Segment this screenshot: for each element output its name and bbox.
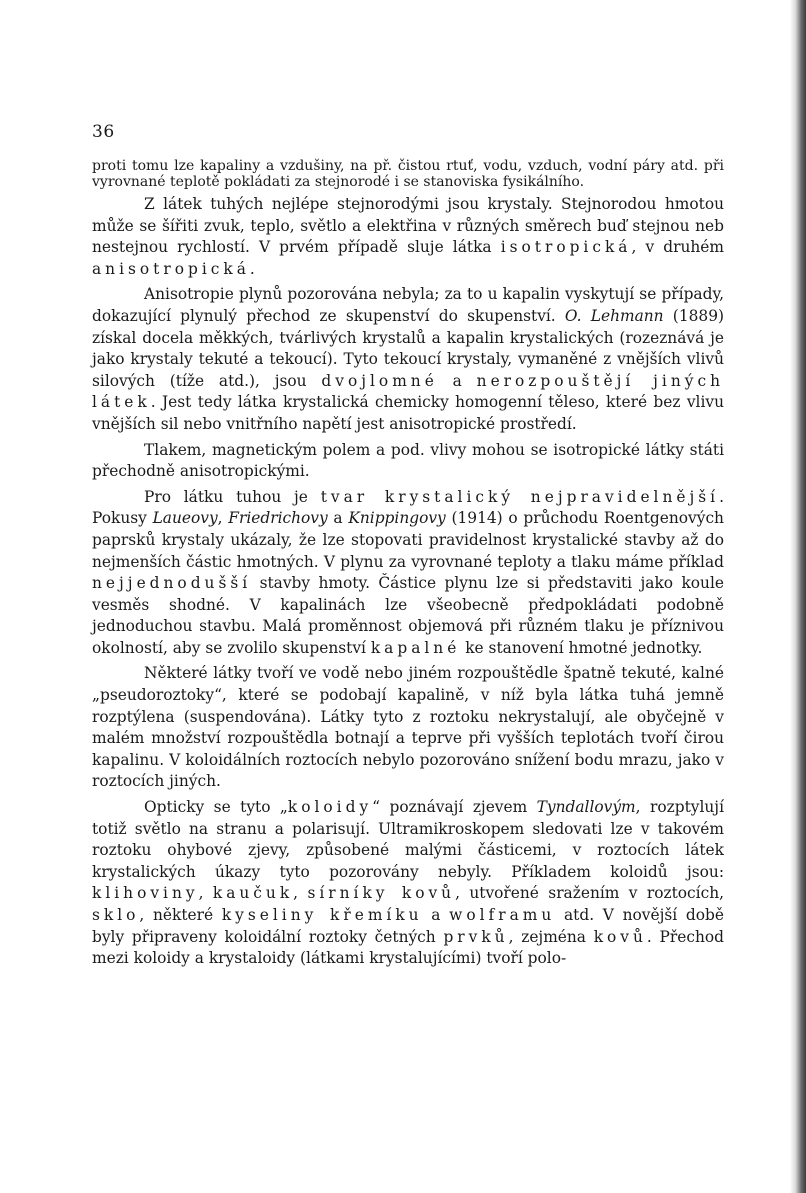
italic-name: Tyndallovým bbox=[536, 798, 636, 817]
text-run: proti tomu lze kapaliny a vzdušiny, na př. čistou rtuť, vodu, vzduch, vodní páry atd. při vyrovnané teplotě pokládati za stejnorodé i se stanoviska fysikálního. bbox=[92, 158, 724, 190]
spaced-emphasis: sírníky kovů bbox=[307, 884, 456, 903]
paragraph-2 bbox=[92, 194, 724, 280]
spaced-emphasis: kovů bbox=[593, 927, 647, 946]
text-run: a bbox=[437, 371, 477, 390]
text-run: Některé látky tvoří ve vodě nebo jiném rozpouštědle špatně tekuté, kalné „pseudoroztoky“, které se podobají kapalině, v níž byla látka tuhá jemně rozptýlena (suspendována). Látky tyto z roztoku nekrystalují, ale obyčejně v malém množství rozpouštědla botnají a teprve při vyšších teplotách tvoří čirou kapalinu. V koloidálních roztocích nebylo pozorováno snížení bodu mrazu, jako v roztocích jiných. bbox=[92, 664, 724, 791]
spaced-emphasis: kyseliny křemíku bbox=[221, 906, 423, 924]
spaced-emphasis: prvků bbox=[443, 927, 509, 946]
page-number: 36 bbox=[92, 122, 115, 142]
spaced-emphasis: koloidy bbox=[287, 798, 373, 817]
text-run: . Jest tedy látka krystalická chemicky homogenní těleso, které bez vlivu vnějších sil nebo vnitřního napětí jest anisotropické prostředí. bbox=[92, 393, 724, 433]
paragraph-1 bbox=[92, 158, 724, 190]
text-run: a bbox=[422, 906, 450, 924]
text-run: , bbox=[293, 884, 308, 903]
text-run: stavby hmoty. Částice plynu lze si představiti jako koule vesměs shodné. V kapalinách lze všeobecně předpokládati podobně jednoduchou stavbu. Malá proměnnost objemová při různém tlaku je příznivou okolností, aby se zvolilo skupenství bbox=[92, 574, 724, 657]
text-run: Pro látku tuhou je bbox=[144, 487, 321, 506]
spaced-emphasis: kapalné bbox=[370, 638, 461, 657]
text-run: . bbox=[249, 259, 255, 278]
text-run: a bbox=[327, 509, 349, 528]
paragraph-6 bbox=[92, 663, 724, 793]
paragraph-4 bbox=[92, 440, 724, 483]
text-run: Anisotropie plynů pozorována nebyla; za to u kapalin vyskytují se případy, dokazující plynulý přechod ze skupenství do skupenství. bbox=[92, 285, 724, 325]
paragraph-7 bbox=[92, 797, 724, 970]
text-run: ke stanovení hmotné jednotky. bbox=[460, 638, 703, 657]
text-run: , bbox=[198, 884, 213, 903]
text-run: , zejména bbox=[508, 927, 594, 946]
spaced-emphasis: nejjednodušší bbox=[92, 574, 252, 593]
text-run: . Pokusy bbox=[92, 487, 724, 528]
text-run: , bbox=[217, 509, 229, 528]
spaced-emphasis: tvar krystalický nejpravidelnější bbox=[320, 487, 720, 506]
text-run: (1914) o průchodu Roentgenových paprsků krystaly ukázaly, že lze stopovati pravidelnost krystalické stavby až do nejmenších částic hmotných. V plynu za vyrovnané teploty a tlaku máme příklad bbox=[92, 509, 724, 571]
text-run: , rozptylují totiž světlo na stranu a polarisují. Ultramikroskopem sledovati lze v takovém roztoku ohybové zjevy, způsobené malými částicemi, v roztocích látek krystalických úkazy tyto pozorovány nebyly. Příkladem koloidů jsou: bbox=[92, 798, 724, 881]
italic-name: Laueovy bbox=[152, 509, 218, 528]
spaced-emphasis: nerozpouštějí jiných látek bbox=[92, 371, 724, 412]
body-text bbox=[92, 158, 724, 970]
text-run: Opticky se tyto „ bbox=[144, 798, 288, 817]
paragraph-3 bbox=[92, 284, 724, 435]
spaced-emphasis: dvojlomné bbox=[321, 371, 438, 390]
text-run: Tlakem, magnetickým polem a pod. vlivy mohou se isotropické látky státi přechodně anisotropickými. bbox=[92, 440, 724, 481]
spaced-emphasis: sklo bbox=[92, 906, 140, 924]
paragraph-5 bbox=[92, 487, 724, 660]
italic-name: Friedrichovy bbox=[228, 509, 328, 528]
italic-name: Knippingovy bbox=[348, 509, 446, 528]
spaced-emphasis: wolframu bbox=[449, 906, 556, 924]
italic-name: O. Lehmann bbox=[564, 306, 664, 325]
text-run: Z látek tuhých nejlépe stejnorodými jsou krystaly. Stejnorodou hmotou může se šířiti zvuk, teplo, světlo a elektřina v různých směrech buď stejnou neb nestejnou rychlostí. V prvém případě sluje látka bbox=[92, 195, 724, 257]
text-run: , některé bbox=[139, 906, 222, 924]
spaced-emphasis: anisotropická bbox=[92, 259, 250, 278]
text-run: (1889) získal docela měkkých, tvárlivých krystalů a kapalin krystalických (rozeznává je jako krystaly tekuté a tekoucí). Tyto tekoucí krystaly, vymaněné z vnějších vlivů silových (tíže atd.), jsou bbox=[92, 306, 724, 390]
text-run: atd. V novější době byly připraveny koloidální roztoky četných bbox=[92, 906, 724, 946]
text-run: , v druhém bbox=[631, 238, 725, 257]
text-run: , utvořené sražením v roztocích, bbox=[455, 884, 724, 903]
text-run: “ poznávají zjevem bbox=[372, 798, 537, 817]
spaced-emphasis: isotropická bbox=[500, 238, 632, 257]
spaced-emphasis: kaučuk bbox=[212, 884, 294, 903]
page-edge-shadow bbox=[790, 0, 806, 1193]
text-run: . Přechod mezi koloidy a krystaloidy (látkami krystalujícími) tvoří polo- bbox=[92, 927, 724, 968]
spaced-emphasis: klihoviny bbox=[92, 884, 199, 903]
